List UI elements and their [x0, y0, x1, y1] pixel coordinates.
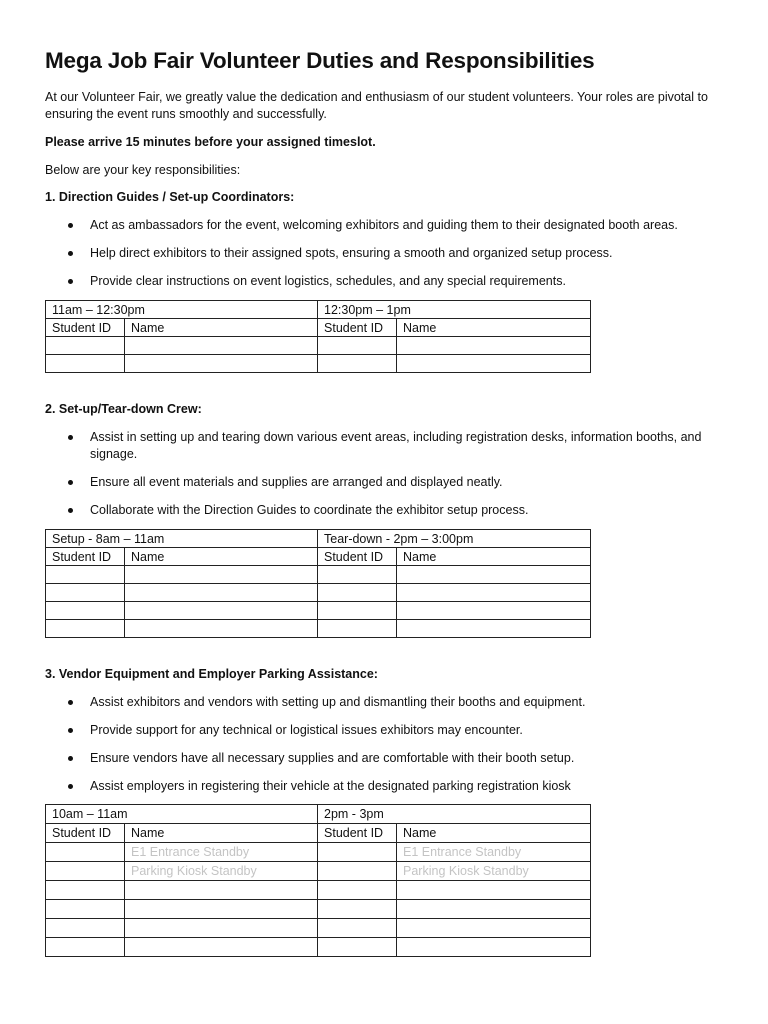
- slot-header: Setup - 8am – 11am: [46, 530, 318, 548]
- student-id-cell[interactable]: [318, 602, 397, 620]
- student-id-column-header: Student ID: [318, 824, 397, 843]
- section-2-bullet-list: [45, 429, 720, 519]
- table-column-header-row: [46, 548, 591, 566]
- table-row: [46, 584, 591, 602]
- student-id-cell[interactable]: [46, 602, 125, 620]
- name-cell[interactable]: [125, 566, 318, 584]
- list-item: Assist in setting up and tearing down various event areas, including registration desks, information booths, and signage.: [45, 429, 720, 463]
- name-cell[interactable]: [397, 584, 591, 602]
- student-id-cell[interactable]: [46, 566, 125, 584]
- section-3-heading: 3. Vendor Equipment and Employer Parking Assistance:: [45, 667, 378, 681]
- table-row: [46, 602, 591, 620]
- name-cell[interactable]: [125, 337, 318, 355]
- list-item: Ensure vendors have all necessary supplies and are comfortable with their booth setup.: [45, 750, 720, 767]
- name-cell[interactable]: [125, 355, 318, 373]
- name-cell[interactable]: [397, 938, 591, 957]
- table-row: [46, 900, 591, 919]
- student-id-cell[interactable]: [46, 337, 125, 355]
- name-cell[interactable]: [397, 919, 591, 938]
- arrival-note: Please arrive 15 minutes before your assigned timeslot.: [45, 135, 376, 149]
- student-id-cell[interactable]: [318, 337, 397, 355]
- student-id-column-header: Student ID: [46, 548, 125, 566]
- student-id-column-header: Student ID: [46, 824, 125, 843]
- student-id-cell[interactable]: [46, 584, 125, 602]
- student-id-cell[interactable]: [46, 862, 125, 881]
- lead-in-text: Below are your key responsibilities:: [45, 163, 241, 177]
- table-header-row: [46, 301, 591, 319]
- list-item: Collaborate with the Direction Guides to coordinate the exhibitor setup process.: [45, 502, 720, 519]
- student-id-column-header: Student ID: [318, 319, 397, 337]
- student-id-cell[interactable]: [46, 881, 125, 900]
- student-id-cell[interactable]: [318, 900, 397, 919]
- intro-paragraph: At our Volunteer Fair, we greatly value the dedication and enthusiasm of our student volunteers. Your roles are pivotal to ensuring the event runs smoothly and successfully.: [45, 90, 708, 121]
- student-id-cell[interactable]: [318, 881, 397, 900]
- student-id-cell[interactable]: [46, 938, 125, 957]
- name-column-header: Name: [397, 824, 591, 843]
- name-column-header: Name: [125, 319, 318, 337]
- name-cell[interactable]: [397, 566, 591, 584]
- student-id-cell[interactable]: [318, 843, 397, 862]
- slot-header: 2pm - 3pm: [318, 805, 591, 824]
- document-title: Mega Job Fair Volunteer Duties and Responsibilities: [45, 48, 595, 73]
- section-1-bullet-list: [45, 217, 720, 290]
- table-column-header-row: [46, 824, 591, 843]
- name-column-header: Name: [125, 548, 318, 566]
- section-1-heading: 1. Direction Guides / Set-up Coordinators:: [45, 190, 295, 204]
- section-2-signup-table: [45, 529, 591, 638]
- student-id-cell[interactable]: [318, 938, 397, 957]
- table-row: [46, 337, 591, 355]
- name-cell[interactable]: [397, 900, 591, 919]
- student-id-cell[interactable]: [318, 620, 397, 638]
- table-row: [46, 881, 591, 900]
- table-row: [46, 355, 591, 373]
- name-cell-placeholder[interactable]: Parking Kiosk Standby: [125, 862, 318, 881]
- name-cell-placeholder[interactable]: E1 Entrance Standby: [125, 843, 318, 862]
- student-id-cell[interactable]: [46, 843, 125, 862]
- name-cell[interactable]: [125, 602, 318, 620]
- table-row: [46, 843, 591, 862]
- name-cell[interactable]: [125, 938, 318, 957]
- slot-header: Tear-down - 2pm – 3:00pm: [318, 530, 591, 548]
- student-id-column-header: Student ID: [46, 319, 125, 337]
- student-id-cell[interactable]: [318, 566, 397, 584]
- name-column-header: Name: [397, 319, 591, 337]
- name-cell[interactable]: [397, 602, 591, 620]
- list-item: Act as ambassadors for the event, welcoming exhibitors and guiding them to their designated booth areas.: [45, 217, 720, 234]
- section-2-heading: 2. Set-up/Tear-down Crew:: [45, 402, 202, 416]
- student-id-cell[interactable]: [318, 584, 397, 602]
- table-row: [46, 566, 591, 584]
- table-row: [46, 938, 591, 957]
- name-cell[interactable]: [397, 881, 591, 900]
- student-id-cell[interactable]: [318, 862, 397, 881]
- table-column-header-row: [46, 319, 591, 337]
- name-cell[interactable]: [125, 881, 318, 900]
- list-item: Help direct exhibitors to their assigned spots, ensuring a smooth and organized setup process.: [45, 245, 720, 262]
- section-3-bullet-list: [45, 694, 720, 795]
- list-item: Provide clear instructions on event logistics, schedules, and any special requirements.: [45, 273, 720, 290]
- list-item: Ensure all event materials and supplies are arranged and displayed neatly.: [45, 474, 720, 491]
- slot-header: 12:30pm – 1pm: [318, 301, 591, 319]
- student-id-cell[interactable]: [46, 900, 125, 919]
- name-cell[interactable]: [397, 620, 591, 638]
- name-cell[interactable]: [125, 919, 318, 938]
- student-id-cell[interactable]: [318, 355, 397, 373]
- name-cell[interactable]: [397, 355, 591, 373]
- name-cell[interactable]: [125, 900, 318, 919]
- student-id-cell[interactable]: [318, 919, 397, 938]
- name-column-header: Name: [125, 824, 318, 843]
- student-id-column-header: Student ID: [318, 548, 397, 566]
- name-cell[interactable]: [125, 584, 318, 602]
- name-cell[interactable]: [125, 620, 318, 638]
- student-id-cell[interactable]: [46, 355, 125, 373]
- table-row: [46, 862, 591, 881]
- section-1-signup-table: [45, 300, 591, 373]
- table-header-row: [46, 805, 591, 824]
- table-header-row: [46, 530, 591, 548]
- student-id-cell[interactable]: [46, 919, 125, 938]
- name-cell[interactable]: [397, 337, 591, 355]
- list-item: Assist employers in registering their vehicle at the designated parking registration kiosk: [45, 778, 720, 795]
- name-column-header: Name: [397, 548, 591, 566]
- table-row: [46, 919, 591, 938]
- name-cell-placeholder[interactable]: E1 Entrance Standby: [397, 843, 591, 862]
- list-item: Assist exhibitors and vendors with setting up and dismantling their booths and equipment.: [45, 694, 720, 711]
- slot-header: 10am – 11am: [46, 805, 318, 824]
- table-row: [46, 620, 591, 638]
- student-id-cell[interactable]: [46, 620, 125, 638]
- name-cell-placeholder[interactable]: Parking Kiosk Standby: [397, 862, 591, 881]
- section-3-signup-table: [45, 804, 591, 957]
- slot-header: 11am – 12:30pm: [46, 301, 318, 319]
- list-item: Provide support for any technical or logistical issues exhibitors may encounter.: [45, 722, 720, 739]
